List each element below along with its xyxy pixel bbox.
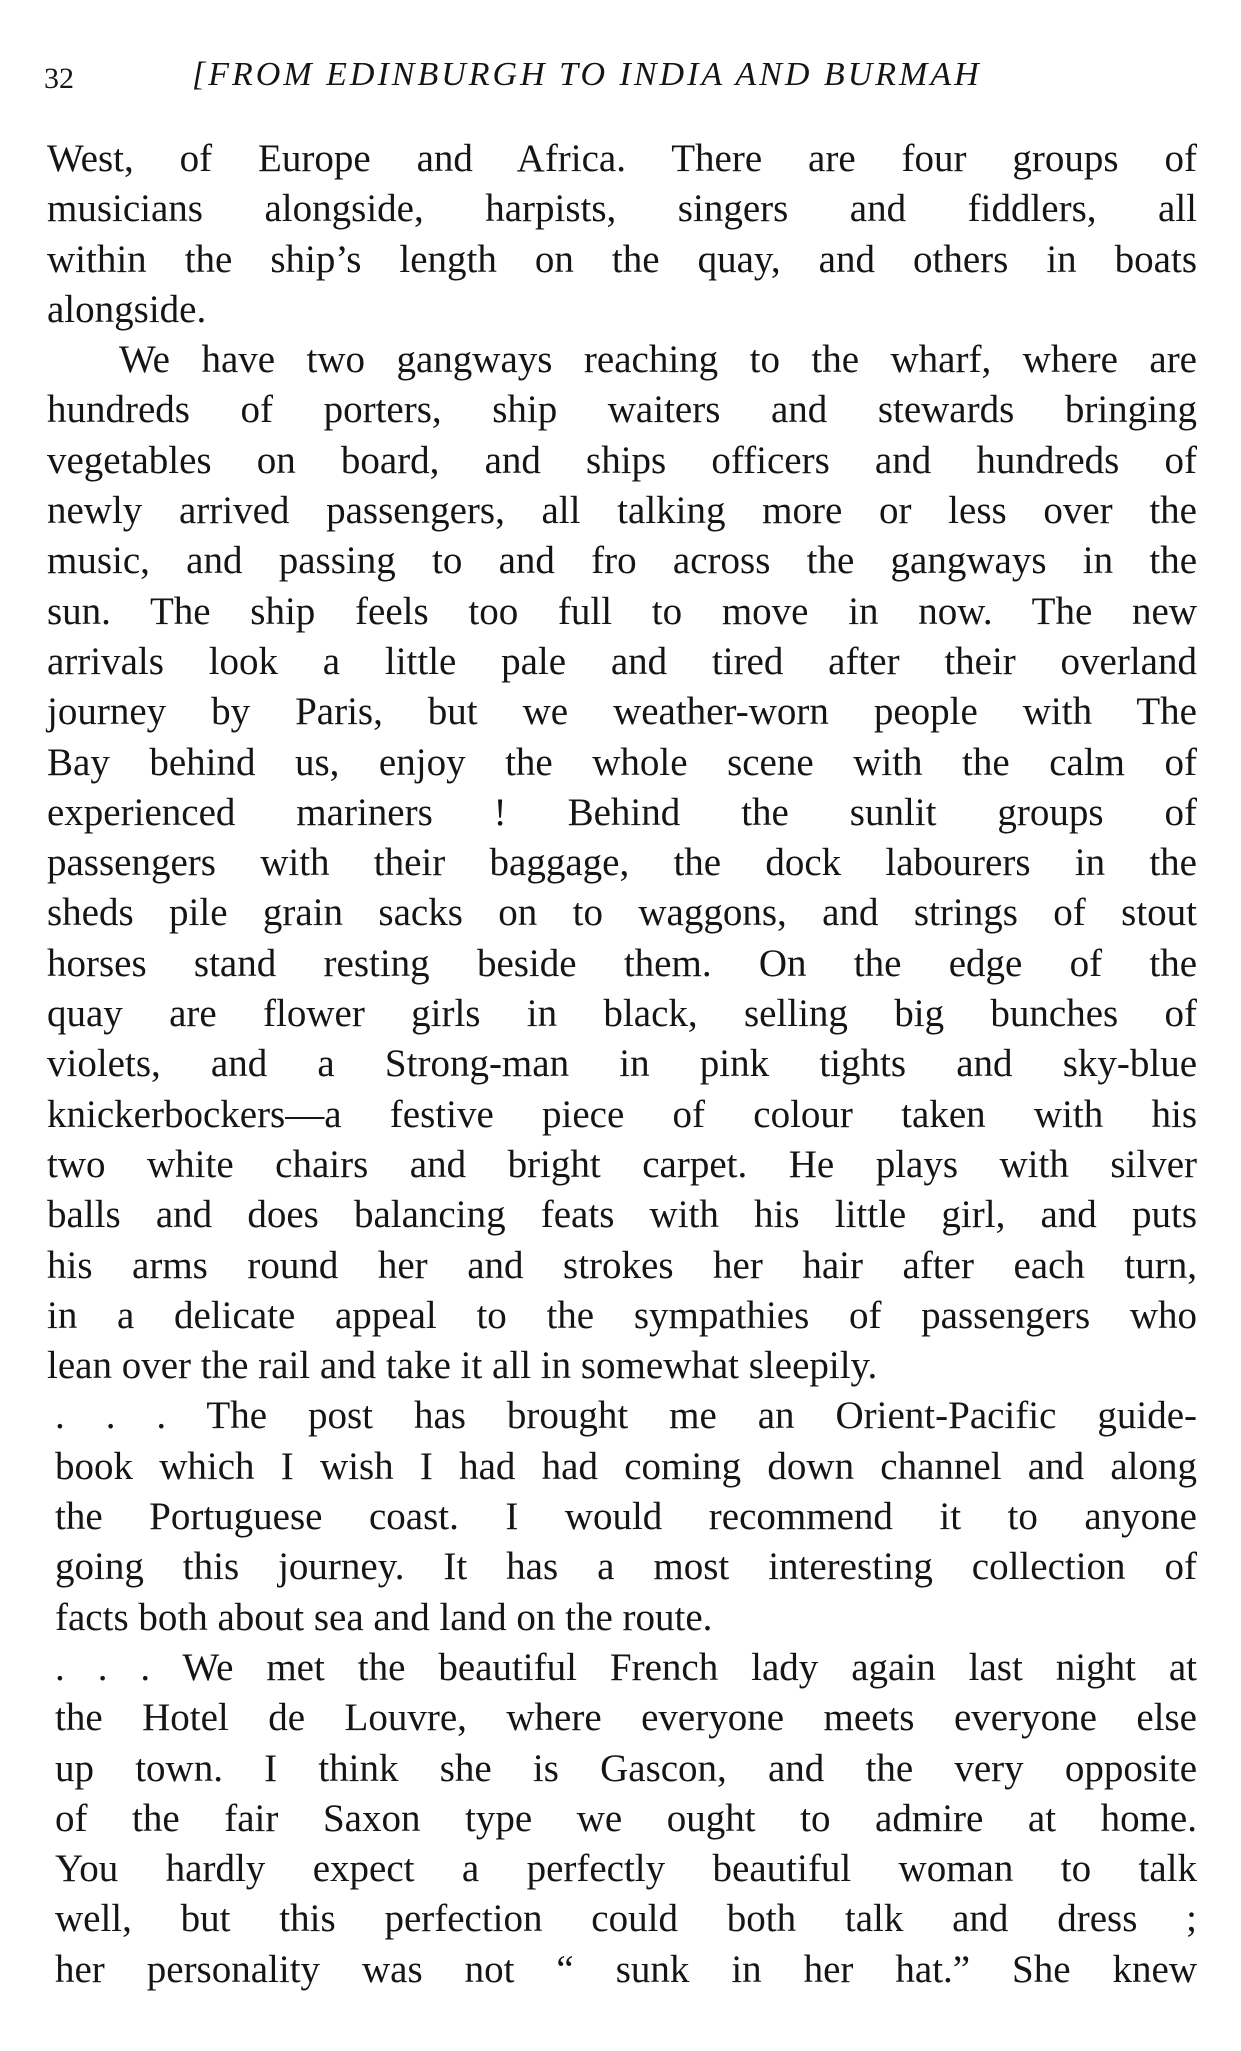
text-line: sun. The ship feels too full to move in now. The new (47, 589, 1197, 633)
text-line: experienced mariners ! Behind the sunlit groups of (47, 790, 1197, 834)
body-text (47, 134, 1197, 1995)
text-line: hundreds of porters, ship waiters and stewards bringing (47, 388, 1197, 432)
text-line: well, but this perfection could both talk and dress ; (55, 1897, 1197, 1941)
text-line: in a delicate appeal to the sympathies of passengers who (47, 1293, 1197, 1337)
text-line: You hardly expect a perfectly beautiful woman to talk (55, 1847, 1197, 1891)
text-line: We have two gangways reaching to the wharf, where are (119, 338, 1197, 382)
text-line: within the ship’s length on the quay, and others in boats (47, 237, 1197, 281)
text-line: . . . The post has brought me an Orient-Pacific guide- (55, 1394, 1197, 1438)
text-line: musicians alongside, harpists, singers and fiddlers, all (47, 187, 1197, 231)
text-line: lean over the rail and take it all in somewhat sleepily. (47, 1344, 878, 1388)
text-line: violets, and a Strong-man in pink tights and sky-blue (47, 1042, 1197, 1086)
text-line: sheds pile grain sacks on to waggons, and strings of stout (47, 891, 1197, 935)
text-line: her personality was not “ sunk in her hat.” She knew (55, 1947, 1197, 1991)
text-line: the Portuguese coast. I would recommend it to anyone (55, 1495, 1197, 1539)
text-line: knickerbockers—a festive piece of colour taken with his (47, 1092, 1197, 1136)
text-line: up town. I think she is Gascon, and the very opposite (55, 1746, 1197, 1790)
text-line: . . . We met the beautiful French lady again last night at (55, 1645, 1197, 1689)
text-line: of the fair Saxon type we ought to admire at home. (55, 1796, 1197, 1840)
text-line: going this journey. It has a most interesting collection of (55, 1545, 1197, 1589)
text-line: the Hotel de Louvre, where everyone meets everyone else (55, 1696, 1197, 1740)
page-header (44, 56, 1194, 106)
text-line: Bay behind us, enjoy the whole scene with the calm of (47, 740, 1197, 784)
text-line: book which I wish I had had coming down channel and along (55, 1444, 1197, 1488)
text-line: West, of Europe and Africa. There are four groups of (47, 137, 1197, 180)
text-line: alongside. (47, 287, 207, 331)
text-line: vegetables on board, and ships officers and hundreds of (47, 438, 1197, 482)
text-line: passengers with their baggage, the dock labourers in the (47, 841, 1197, 885)
text-line: facts both about sea and land on the route. (55, 1595, 713, 1639)
page-number: 32 (44, 62, 74, 95)
text-line: two white chairs and bright carpet. He plays with silver (47, 1142, 1197, 1186)
text-line: music, and passing to and fro across the gangways in the (47, 539, 1197, 583)
text-line: his arms round her and strokes her hair after each turn, (47, 1243, 1197, 1287)
text-line: horses stand resting beside them. On the edge of the (47, 941, 1197, 985)
running-head: [FROM EDINBURGH TO INDIA AND BURMAH (192, 56, 982, 93)
text-line: arrivals look a little pale and tired after their overland (47, 639, 1197, 683)
text-line: journey by Paris, but we weather-worn people with The (47, 690, 1197, 734)
text-line: newly arrived passengers, all talking more or less over the (47, 489, 1197, 533)
text-line: balls and does balancing feats with his little girl, and puts (47, 1193, 1197, 1237)
text-line: quay are flower girls in black, selling big bunches of (47, 992, 1197, 1036)
